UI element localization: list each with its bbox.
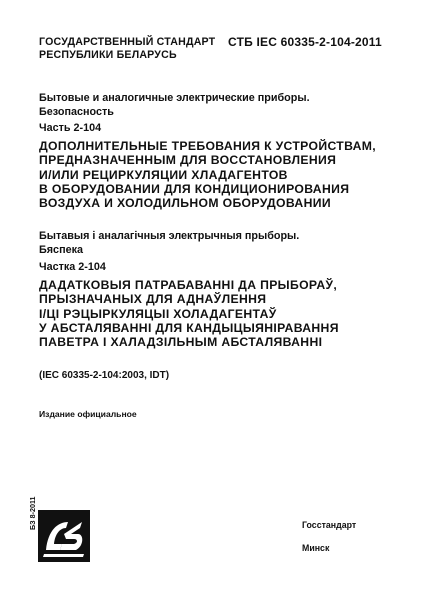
stb-logo [38, 510, 90, 562]
ru-title-line-5: ВОЗДУХА И ХОЛОДИЛЬНОМ ОБОРУДОВАНИИ [39, 196, 331, 211]
ru-title-line-1: ДОПОЛНИТЕЛЬНЫЕ ТРЕБОВАНИЯ К УСТРОЙСТВАМ, [39, 139, 377, 153]
header-line-2: РЕСПУБЛИКИ БЕЛАРУСЬ [39, 49, 177, 61]
ru-title-line-2: ПРЕДНАЗНАЧЕННЫМ ДЛЯ ВОССТАНОВЛЕНИЯ [39, 153, 337, 168]
by-title-line-4: У АБСТАЛЯВАННІ ДЛЯ КАНДЫЦЫЯНІРАВАННЯ [39, 320, 339, 335]
by-title-line-3: І/ЦІ РЭЦЫРКУЛЯЦЫІ ХОЛАДАГЕНТАЎ [39, 306, 277, 321]
standard-designation: СТБ IEC 60335-2-104-2011 [228, 35, 382, 49]
header-line-1: ГОСУДАРСТВЕННЫЙ СТАНДАРТ [39, 36, 216, 48]
stb-logo-icon [38, 510, 90, 562]
city: Минск [302, 543, 330, 553]
publisher: Госстандарт [302, 520, 357, 530]
by-title-line-5: ПАВЕТРА І ХАЛАДЗІЛЬНЫМ АБСТАЛЯВАННІ [39, 335, 323, 350]
ru-subtitle-line-1: Бытовые и аналогичные электрические приборы. [39, 92, 310, 104]
ru-title [39, 139, 376, 210]
ru-part: Часть 2-104 [39, 122, 102, 134]
iec-equivalence: (IEC 60335-2-104:2003, IDT) [39, 370, 170, 381]
by-part: Частка 2-104 [39, 261, 106, 273]
ru-title-line-3: И/ИЛИ РЕЦИРКУЛЯЦИИ ХЛАДАГЕНТОВ [39, 167, 288, 182]
header-left [39, 36, 215, 62]
by-subtitle-line-1: Бытавыя і аналагічныя электрычныя прыборы. [39, 230, 300, 242]
edition-label: Издание официальное [39, 409, 137, 419]
by-subtitle-line-2: Бяспека [39, 244, 83, 256]
by-title [39, 278, 339, 349]
ru-title-line-4: В ОБОРУДОВАНИИ ДЛЯ КОНДИЦИОНИРОВАНИЯ [39, 181, 350, 196]
ru-subtitle-line-2: Безопасность [39, 106, 114, 118]
by-title-line-2: ПРЫЗНАЧАНЫХ ДЛЯ АДНАЎЛЕННЯ [39, 292, 267, 307]
by-title-line-1: ДАДАТКОВЫЯ ПАТРАБАВАННІ ДА ПРЫБОРАЎ, [39, 278, 338, 292]
side-code-text: БЗ 8-2011 [28, 496, 37, 530]
